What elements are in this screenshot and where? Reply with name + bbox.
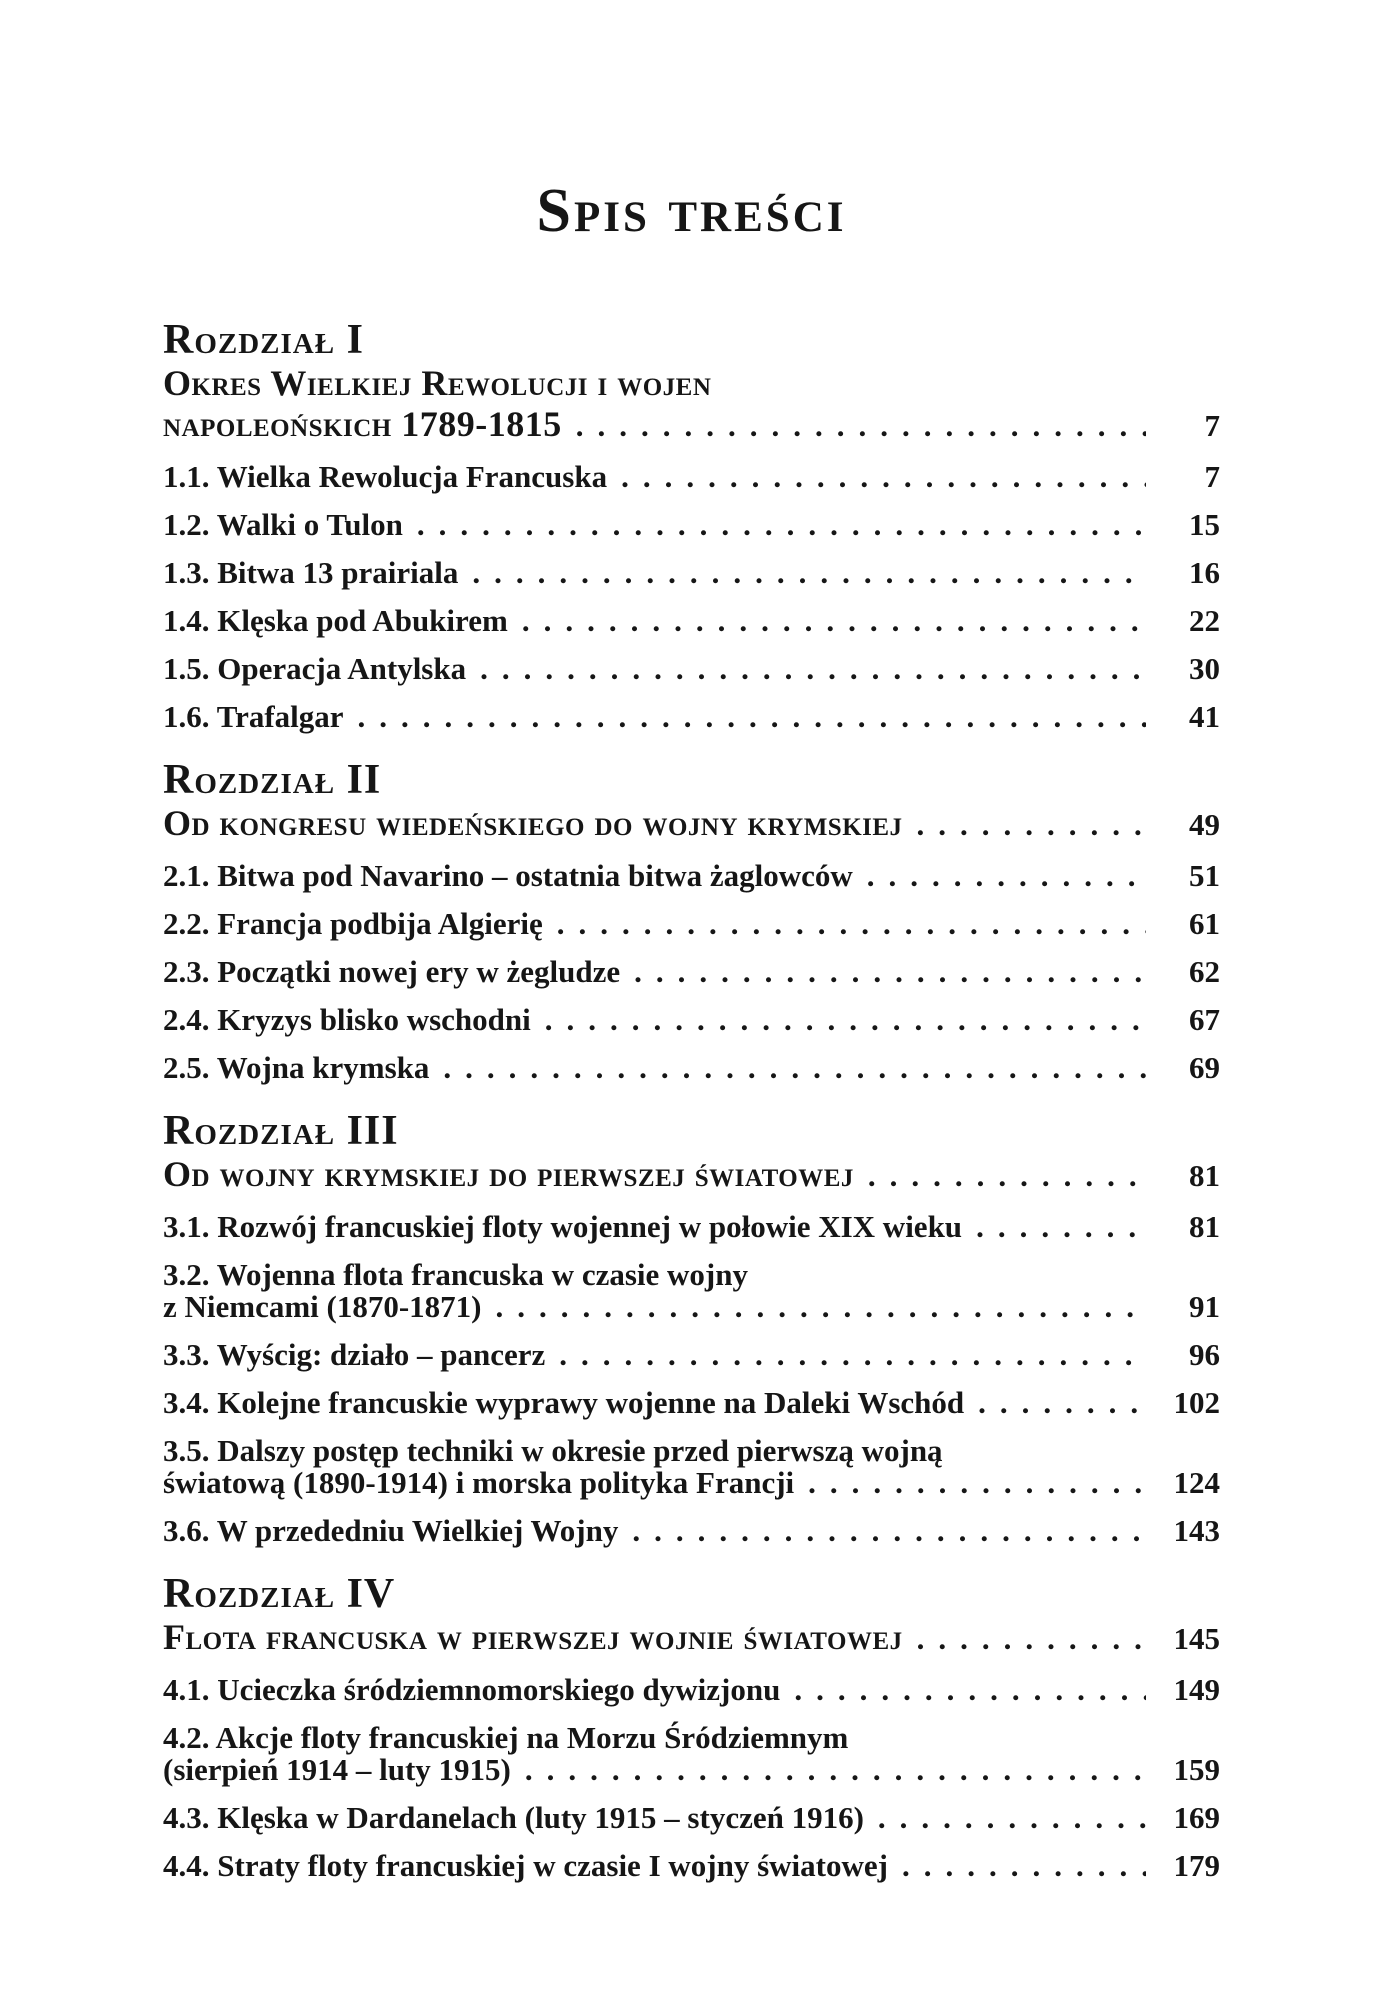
toc-entry — [163, 1850, 1220, 1882]
toc-entry — [163, 461, 1220, 493]
page-number: 62 — [1189, 954, 1220, 989]
toc-row — [163, 1802, 1220, 1834]
page-number: 81 — [1189, 1158, 1220, 1193]
toc-entry-label: 3.4. Kolejne francuskie wyprawy wojenne na Daleki Wschód — [163, 1385, 965, 1420]
toc-entry-label: 1.1. Wielka Rewolucja Francuska — [163, 459, 608, 494]
page-number: 169 — [1173, 1800, 1220, 1835]
dot-leader — [878, 1802, 1146, 1834]
page-number: 102 — [1173, 1385, 1220, 1420]
toc-row — [163, 860, 1220, 892]
toc-entry-label: 3.2. Wojenna flota francuska w czasie wojny — [163, 1257, 748, 1292]
toc-entry-label: 1.3. Bitwa 13 prairiala — [163, 555, 459, 590]
dot-leader — [472, 557, 1146, 589]
chapter — [163, 317, 1220, 733]
page-number: 7 — [1204, 408, 1220, 443]
toc-entry — [163, 1211, 1220, 1243]
dot-leader — [525, 1754, 1146, 1786]
toc-entry — [163, 701, 1220, 733]
chapter-subtitle-text: Flota francuska w pierwszej wojnie światowej — [163, 1617, 903, 1657]
chapter — [163, 1571, 1220, 1882]
dot-leader — [545, 1004, 1146, 1036]
toc-entry — [163, 860, 1220, 892]
dot-leader — [867, 860, 1146, 892]
toc-row — [163, 1291, 1220, 1323]
chapter-subtitle — [163, 1154, 1220, 1195]
chapter-heading: Rozdział III — [163, 1108, 399, 1154]
dot-leader — [358, 701, 1146, 733]
dot-leader — [480, 653, 1146, 685]
dot-leader — [634, 956, 1146, 988]
toc-entry — [163, 1259, 1220, 1323]
toc-entry-label: 3.6. W przededniu Wielkiej Wojny — [163, 1513, 619, 1548]
dot-leader — [917, 809, 1146, 841]
toc-row — [163, 701, 1220, 733]
page-number: 22 — [1189, 603, 1220, 638]
chapter-subtitle-text: Od kongresu wiedeńskiego do wojny krymskiej — [163, 803, 903, 843]
page-number: 15 — [1189, 507, 1220, 542]
toc-row — [163, 653, 1220, 685]
page-number: 41 — [1189, 699, 1220, 734]
toc-entry-label: 4.1. Ucieczka śródziemnomorskiego dywizjonu — [163, 1672, 781, 1707]
toc-entry-label: 3.1. Rozwój francuskiej floty wojennej w połowie XIX wieku — [163, 1209, 963, 1244]
dot-leader — [978, 1387, 1146, 1419]
page-number: 51 — [1189, 858, 1220, 893]
toc-entry-label: 2.5. Wojna krymska — [163, 1050, 430, 1085]
chapter-subtitle-text: Od wojny krymskiej do pierwszej światowej — [163, 1154, 854, 1194]
chapter-subtitle — [163, 803, 1220, 844]
page-number: 91 — [1189, 1289, 1220, 1324]
toc-entry — [163, 1802, 1220, 1834]
page-title: Spis treści — [536, 177, 847, 245]
toc-row — [163, 605, 1220, 637]
page-number: 7 — [1204, 459, 1220, 494]
toc-entry-label: 3.3. Wyścig: działo – pancerz — [163, 1337, 546, 1372]
toc-entry — [163, 1435, 1220, 1499]
toc-row — [163, 1339, 1220, 1371]
toc-entry — [163, 605, 1220, 637]
toc-entry — [163, 653, 1220, 685]
toc-row — [163, 461, 1220, 493]
chapter-heading: Rozdział IV — [163, 1571, 396, 1617]
toc-row — [163, 1754, 1220, 1786]
page-number: 179 — [1173, 1848, 1220, 1883]
page-number: 81 — [1189, 1209, 1220, 1244]
toc-entry-label: 4.2. Akcje floty francuskiej na Morzu Śródziemnym — [163, 1720, 849, 1755]
dot-leader — [496, 1291, 1146, 1323]
chapter-items — [163, 1674, 1220, 1882]
toc-entry-label: 1.6. Trafalgar — [163, 699, 344, 734]
toc-row — [163, 1515, 1220, 1547]
toc-row — [163, 1674, 1220, 1706]
toc-row — [163, 1617, 1220, 1658]
toc-row — [163, 557, 1220, 589]
toc-entry-label: 1.2. Walki o Tulon — [163, 507, 403, 542]
dot-leader — [902, 1850, 1146, 1882]
chapter-items — [163, 860, 1220, 1084]
chapter-items — [163, 461, 1220, 733]
dot-leader — [557, 908, 1146, 940]
toc-row — [163, 1211, 1220, 1243]
toc-entry-label: 4.3. Klęska w Dardanelach (luty 1915 – styczeń 1916) — [163, 1800, 864, 1835]
toc-entry-label: 2.2. Francja podbija Algierię — [163, 906, 543, 941]
page-number: 16 — [1189, 555, 1220, 590]
toc-row — [163, 1850, 1220, 1882]
dot-leader — [522, 605, 1146, 637]
toc-row — [163, 956, 1220, 988]
toc-entry-label: 2.3. Początki nowej ery w żegludze — [163, 954, 621, 989]
toc-entry-continuation: z Niemcami (1870-1871) — [163, 1289, 482, 1324]
chapter-items — [163, 1211, 1220, 1547]
chapter-heading: Rozdział II — [163, 757, 382, 803]
toc-row — [163, 803, 1220, 844]
toc-entry — [163, 1674, 1220, 1706]
toc-row — [163, 1154, 1220, 1195]
dot-leader — [632, 1515, 1146, 1547]
toc-entry — [163, 1722, 1220, 1786]
toc-entry-label: 2.4. Kryzys blisko wschodni — [163, 1002, 531, 1037]
dot-leader — [576, 410, 1146, 442]
dot-leader — [621, 461, 1146, 493]
chapters-list — [163, 317, 1220, 1882]
toc-row — [163, 1467, 1220, 1499]
dot-leader — [808, 1467, 1146, 1499]
chapter-heading: Rozdział I — [163, 317, 364, 363]
page-number: 143 — [1173, 1513, 1220, 1548]
toc-entry — [163, 956, 1220, 988]
toc-entry — [163, 1387, 1220, 1419]
toc-entry-label: 3.5. Dalszy postęp techniki w okresie przed pierwszą wojną — [163, 1433, 943, 1468]
toc-entry-label: 1.5. Operacja Antylska — [163, 651, 467, 686]
dot-leader — [976, 1211, 1146, 1243]
dot-leader — [559, 1339, 1146, 1371]
toc-entry — [163, 1339, 1220, 1371]
toc-row — [163, 404, 1220, 445]
page-number: 145 — [1173, 1621, 1220, 1656]
page-number: 149 — [1173, 1672, 1220, 1707]
page-number: 159 — [1173, 1752, 1220, 1787]
toc-entry-continuation: (sierpień 1914 – luty 1915) — [163, 1752, 511, 1787]
page-number: 61 — [1189, 906, 1220, 941]
toc-entry — [163, 557, 1220, 589]
toc-row — [163, 509, 1220, 541]
chapter-subtitle — [163, 1617, 1220, 1658]
dot-leader — [917, 1623, 1146, 1655]
chapter — [163, 1108, 1220, 1547]
dot-leader — [417, 509, 1146, 541]
toc-row — [163, 1004, 1220, 1036]
toc-entry — [163, 1052, 1220, 1084]
toc-entry — [163, 509, 1220, 541]
page-number: 69 — [1189, 1050, 1220, 1085]
chapter — [163, 757, 1220, 1084]
toc-entry — [163, 908, 1220, 940]
dot-leader — [794, 1674, 1146, 1706]
toc-entry — [163, 1515, 1220, 1547]
chapter-subtitle-text: Okres Wielkiej Rewolucji i wojen — [163, 363, 712, 403]
chapter-subtitle-text: napoleońskich 1789-1815 — [163, 404, 562, 444]
page-number: 49 — [1189, 807, 1220, 842]
page-number: 124 — [1173, 1465, 1220, 1500]
toc-entry-label: 2.1. Bitwa pod Navarino – ostatnia bitwa żaglowców — [163, 858, 853, 893]
toc-entry — [163, 1004, 1220, 1036]
dot-leader — [868, 1160, 1146, 1192]
toc-row — [163, 1052, 1220, 1084]
page-number: 67 — [1189, 1002, 1220, 1037]
page-number: 96 — [1189, 1337, 1220, 1372]
chapter-subtitle — [163, 363, 1220, 445]
toc-entry-continuation: światową (1890-1914) i morska polityka Francji — [163, 1465, 795, 1500]
toc-row — [163, 1387, 1220, 1419]
toc-row — [163, 908, 1220, 940]
page-number: 30 — [1189, 651, 1220, 686]
dot-leader — [443, 1052, 1146, 1084]
toc-entry-label: 4.4. Straty floty francuskiej w czasie I wojny światowej — [163, 1848, 888, 1883]
toc-entry-label: 1.4. Klęska pod Abukirem — [163, 603, 508, 638]
